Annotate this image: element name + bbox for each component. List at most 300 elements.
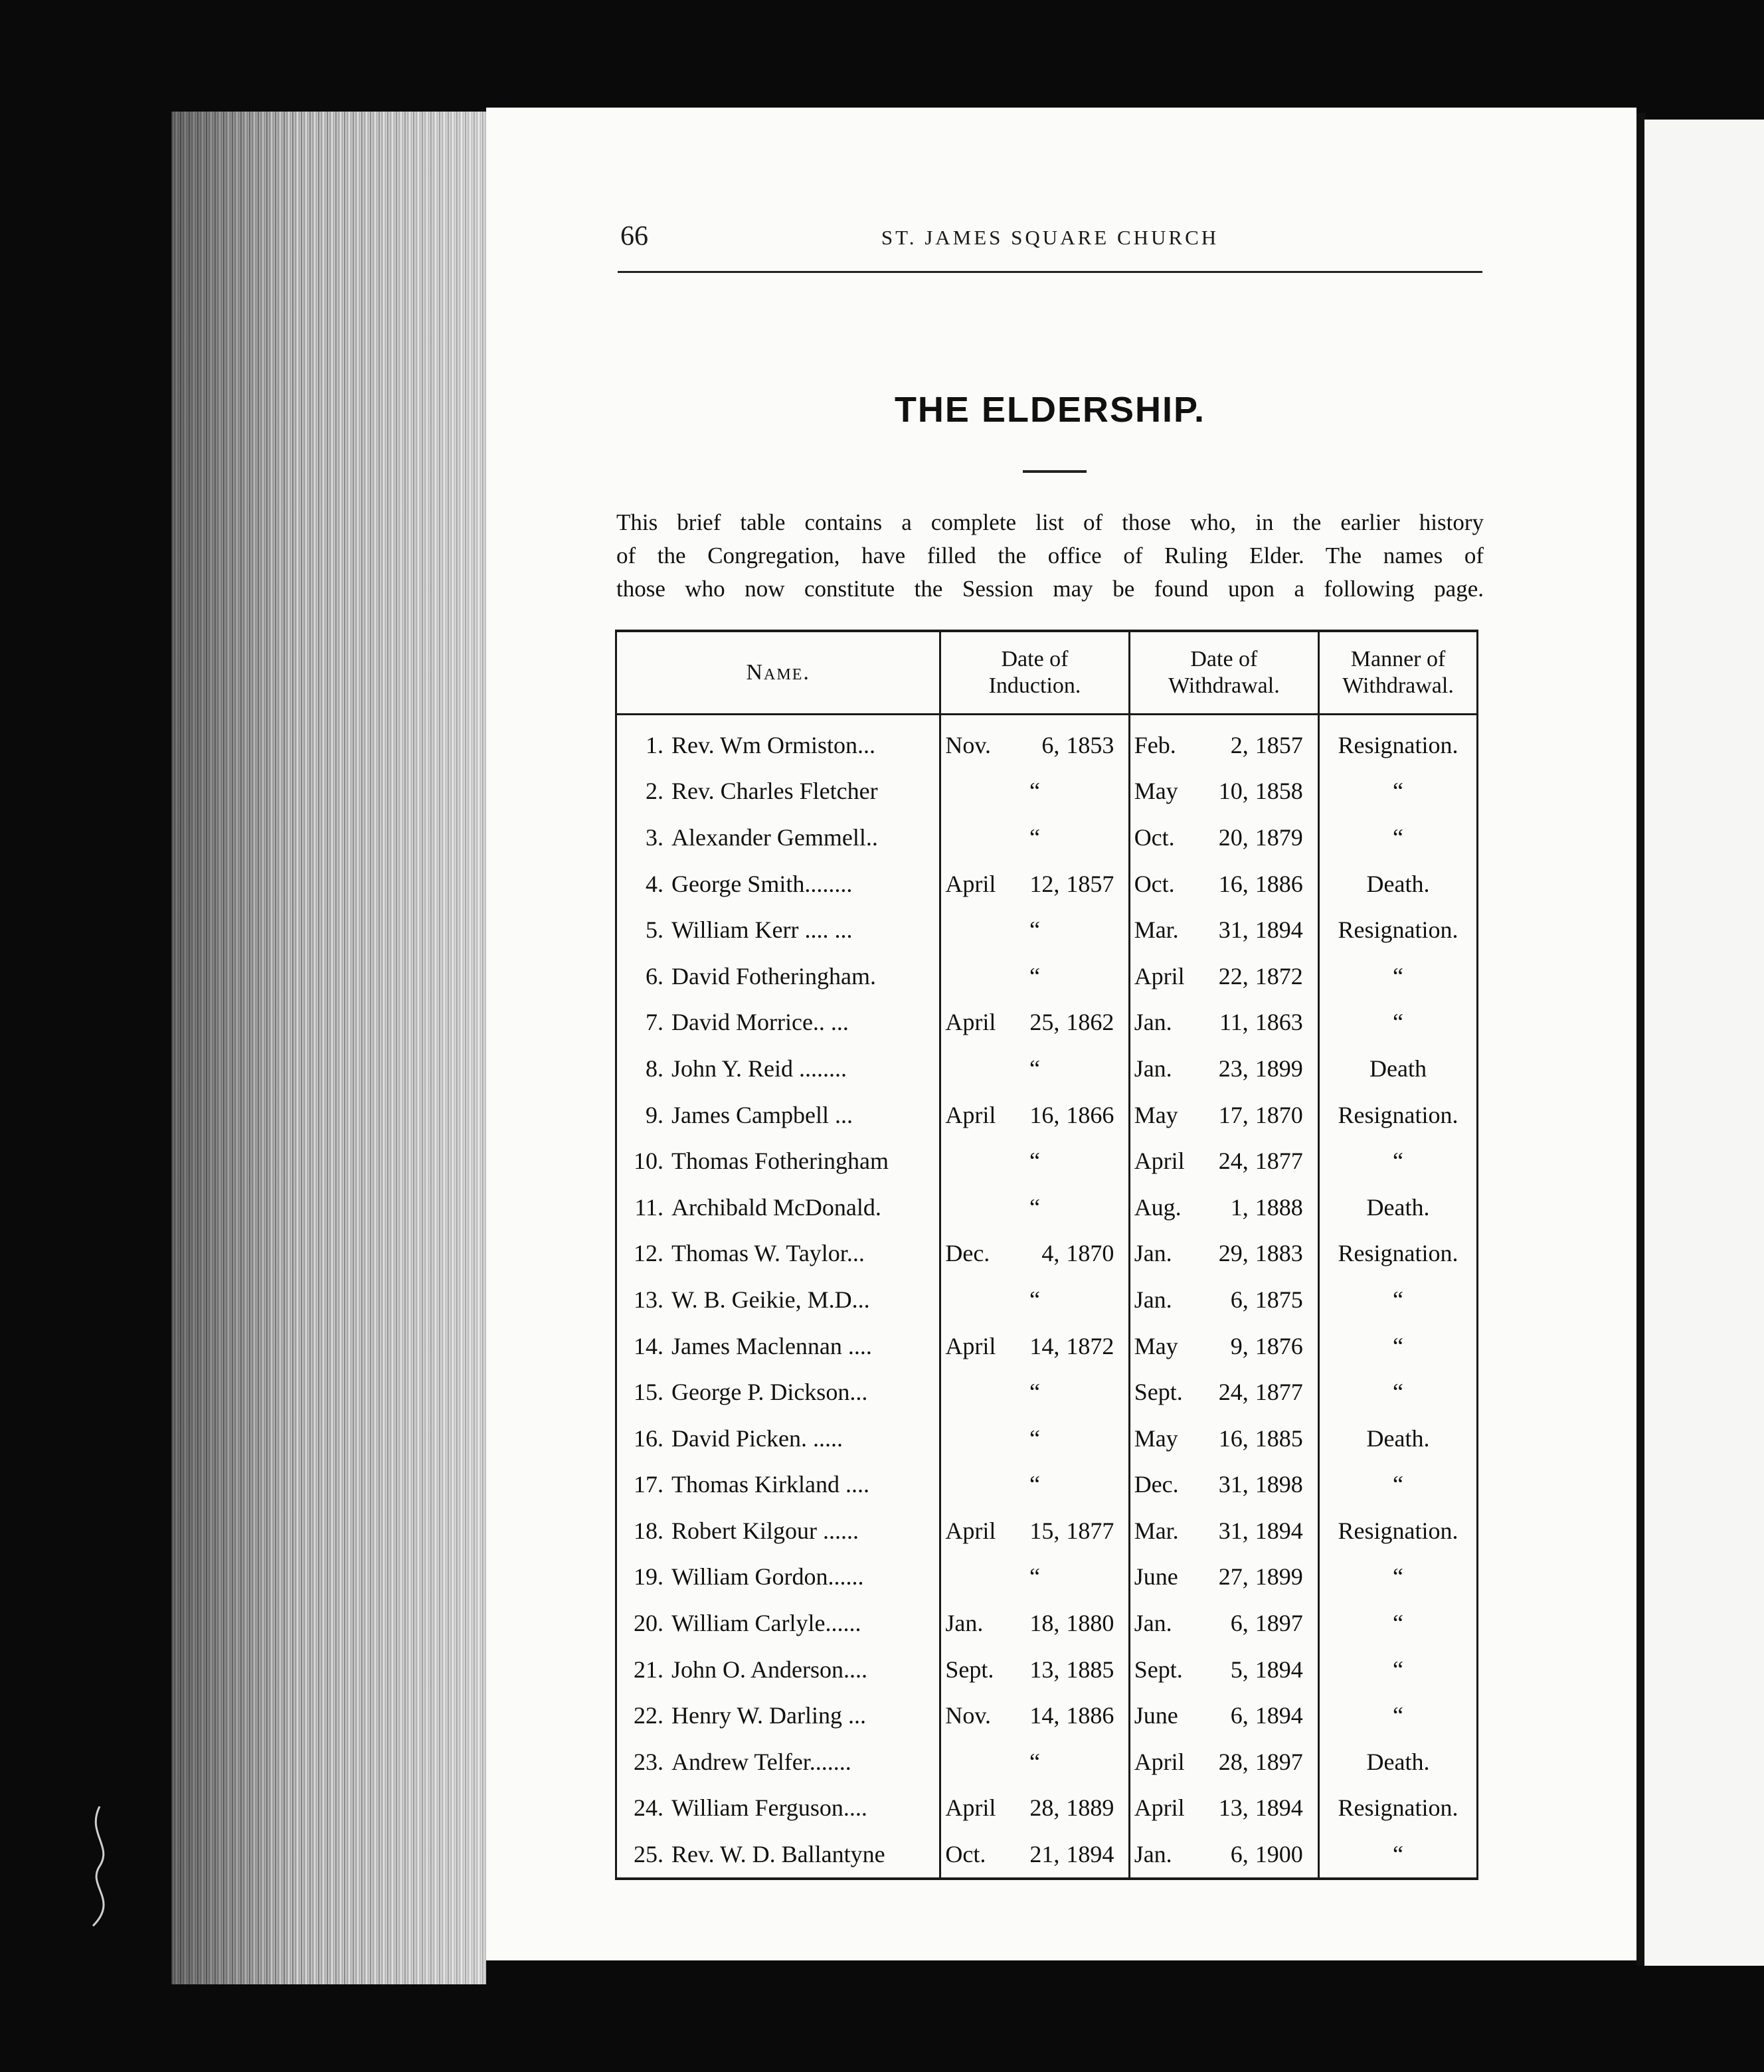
elder-name-cell [616,1045,940,1092]
elder-name-cell [616,1138,940,1184]
table-row [616,814,1478,861]
manner-ditto-cell: “ [1319,1276,1478,1323]
date-year: 1900 [1255,1841,1303,1868]
date-year: 1876 [1255,1332,1303,1359]
manner-cell: Resignation. [1319,1092,1478,1138]
date-month: Jan. [1134,1841,1172,1868]
manner-ditto-cell: “ [1319,1138,1478,1184]
date-month: May [1134,778,1178,805]
date-day: 14, [1029,1702,1060,1729]
induction-date-cell [940,1231,1129,1277]
date-year: 1894 [1255,916,1303,944]
date-year: 1872 [1255,962,1303,990]
row-number: 9. [646,1101,663,1128]
table-row [616,715,1478,768]
manner-ditto-cell: “ [1319,814,1478,861]
intro-paragraph [616,506,1484,606]
elder-name-cell [616,1092,940,1138]
manner-ditto-cell: “ [1319,1646,1478,1693]
date-year: 1877 [1066,1517,1114,1544]
date-day: 6, [1230,1286,1249,1313]
elder-name-cell [616,1323,940,1369]
date-day: 6, [1230,1841,1249,1868]
date-month: May [1134,1424,1178,1452]
withdrawal-date-cell [1129,1739,1318,1785]
date-month: Jan. [1134,1009,1172,1036]
manner-cell: Death. [1319,861,1478,907]
date-month: Nov. [945,1702,992,1729]
date-day: 28, [1218,1748,1249,1775]
date-month: April [945,1009,996,1036]
date-month: Mar. [1134,916,1179,944]
table-row [616,1415,1478,1462]
intro-line: This brief table contains a complete list of those who, in the earlier history [616,509,1484,535]
table-row [616,999,1478,1046]
date-month: Sept. [1134,1379,1183,1406]
elder-name-cell [616,715,940,768]
row-number: 6. [646,962,663,990]
table-body [616,715,1478,1879]
elder-name-cell [616,1785,940,1832]
elder-name-cell [616,768,940,815]
date-month: Jan. [1134,1286,1172,1313]
date-day: 14, [1029,1332,1060,1359]
induction-date-cell [940,1692,1129,1739]
date-month: April [945,1101,996,1128]
elder-name: Archibald McDonald. [671,1193,881,1221]
date-year: 1894 [1066,1841,1114,1868]
date-month: Aug. [1134,1193,1182,1221]
induction-ditto-cell: “ [940,768,1129,815]
withdrawal-date-cell [1129,1554,1318,1600]
row-number: 25. [634,1841,663,1868]
date-month: Jan. [1134,1240,1172,1267]
elder-name: James Maclennan .... [671,1332,872,1359]
date-day: 31, [1218,916,1249,944]
date-day: 16, [1218,1424,1249,1452]
withdrawal-date-cell [1129,715,1318,768]
date-day: 1, [1230,1193,1249,1221]
date-year: 1863 [1255,1009,1303,1036]
induction-date-cell [940,1323,1129,1369]
date-month: Nov. [945,731,992,758]
withdrawal-date-cell [1129,1092,1318,1138]
elder-name: Alexander Gemmell.. [671,823,878,851]
page-number: 66 [620,221,648,252]
manner-cell: Death. [1319,1739,1478,1785]
induction-date-cell [940,1600,1129,1646]
manner-ditto-cell: “ [1319,1831,1478,1879]
date-month: May [1134,1332,1178,1359]
running-title: ST. JAMES SQUARE CHURCH [881,226,1219,249]
row-number: 8. [646,1055,663,1082]
date-month: Dec. [945,1240,990,1267]
date-day: 29, [1218,1240,1249,1267]
elder-name-cell [616,1415,940,1462]
elder-name-cell [616,861,940,907]
withdrawal-date-cell [1129,1415,1318,1462]
date-day: 23, [1218,1055,1249,1082]
elder-name-cell [616,1462,940,1508]
elder-name: Henry W. Darling ... [671,1702,866,1729]
table-row [616,861,1478,907]
date-year: 1875 [1255,1286,1303,1313]
title-rule [1023,470,1087,473]
date-month: April [945,870,996,897]
row-number: 22. [634,1702,663,1729]
row-number: 21. [634,1656,663,1683]
manner-cell: Death. [1319,1415,1478,1462]
elder-name: Thomas W. Taylor... [671,1240,865,1267]
date-day: 12, [1029,870,1060,897]
date-day: 22, [1218,962,1249,990]
date-day: 2, [1230,731,1249,758]
date-year: 1894 [1255,1702,1303,1729]
elder-name-cell [616,1369,940,1415]
date-year: 1870 [1066,1240,1114,1267]
elder-name: William Kerr .... ... [671,916,853,944]
row-number: 12. [634,1240,663,1267]
date-year: 1872 [1066,1332,1114,1359]
date-year: 1885 [1255,1424,1303,1452]
row-number: 20. [634,1610,663,1637]
date-month: Oct. [945,1841,986,1868]
withdrawal-date-cell [1129,1184,1318,1231]
table-row [616,1092,1478,1138]
elder-name: Rev. W. D. Ballantyne [671,1841,885,1868]
row-number: 2. [646,778,663,805]
table-row [616,1554,1478,1600]
header-name: Name. [616,631,940,715]
table-row [616,953,1478,999]
elder-name: William Carlyle...... [671,1610,861,1637]
date-day: 21, [1029,1841,1060,1868]
elder-name-cell [616,1692,940,1739]
row-number: 17. [634,1471,663,1498]
date-year: 1899 [1255,1563,1303,1591]
elder-name: George Smith........ [671,870,853,897]
withdrawal-date-cell [1129,1231,1318,1277]
induction-date-cell [940,1508,1129,1554]
induction-date-cell [940,1092,1129,1138]
manner-ditto-cell: “ [1319,1462,1478,1508]
date-month: May [1134,1101,1178,1128]
withdrawal-date-cell [1129,1323,1318,1369]
withdrawal-date-cell [1129,1785,1318,1832]
induction-ditto-cell: “ [940,1415,1129,1462]
elder-name: Rev. Wm Ormiston... [671,731,875,758]
elder-name-cell [616,953,940,999]
date-day: 25, [1029,1009,1060,1036]
page-title: THE ELDERSHIP. [894,390,1206,430]
table-row [616,768,1478,815]
date-month: June [1134,1563,1178,1591]
date-year: 1853 [1066,731,1114,758]
elder-name: Thomas Fotheringham [671,1148,889,1175]
book-page-edges [171,112,486,1984]
induction-ditto-cell: “ [940,1462,1129,1508]
row-number: 10. [634,1148,663,1175]
row-number: 18. [634,1517,663,1544]
date-day: 20, [1218,823,1249,851]
elder-name: George P. Dickson... [671,1379,868,1406]
table-row [616,1831,1478,1879]
date-day: 10, [1218,778,1249,805]
date-month: Mar. [1134,1517,1179,1544]
date-year: 1894 [1255,1794,1303,1822]
date-day: 6, [1230,1610,1249,1637]
date-year: 1899 [1255,1055,1303,1082]
withdrawal-date-cell [1129,1831,1318,1879]
row-number: 14. [634,1332,663,1359]
elder-name: Thomas Kirkland .... [671,1471,869,1498]
manner-cell: Death [1319,1045,1478,1092]
date-day: 6, [1230,1702,1249,1729]
manner-ditto-cell: “ [1319,1692,1478,1739]
date-month: Sept. [1134,1656,1183,1683]
thread-strand [73,1806,126,1939]
running-header [618,220,1482,260]
date-month: Oct. [1134,823,1175,851]
elder-name: David Morrice.. ... [671,1009,849,1036]
manner-ditto-cell: “ [1319,768,1478,815]
row-number: 1. [646,731,663,758]
manner-cell: Resignation. [1319,1231,1478,1277]
elder-name-cell [616,1508,940,1554]
date-month: April [1134,1148,1185,1175]
date-year: 1877 [1255,1379,1303,1406]
manner-ditto-cell: “ [1319,953,1478,999]
manner-ditto-cell: “ [1319,1369,1478,1415]
elder-name: Andrew Telfer....... [671,1748,851,1775]
induction-date-cell [940,1785,1129,1832]
withdrawal-date-cell [1129,768,1318,815]
date-year: 1883 [1255,1240,1303,1267]
elder-name-cell [616,1554,940,1600]
withdrawal-date-cell [1129,953,1318,999]
elder-name: William Ferguson.... [671,1794,867,1822]
elder-name-cell [616,1184,940,1231]
withdrawal-date-cell [1129,814,1318,861]
date-day: 15, [1029,1517,1060,1544]
row-number: 23. [634,1748,663,1775]
manner-ditto-cell: “ [1319,1323,1478,1369]
induction-ditto-cell: “ [940,953,1129,999]
elder-name-cell [616,906,940,953]
date-year: 1894 [1255,1656,1303,1683]
date-month: Sept. [945,1656,994,1683]
induction-ditto-cell: “ [940,1276,1129,1323]
table-row [616,1785,1478,1832]
table-header-row [616,631,1478,715]
header-manner: Manner of Withdrawal. [1319,631,1478,715]
table-row [616,1692,1478,1739]
induction-ditto-cell: “ [940,1138,1129,1184]
date-year: 1880 [1066,1610,1114,1637]
elder-name: David Fotheringham. [671,962,876,990]
date-day: 27, [1218,1563,1249,1591]
date-year: 1862 [1066,1009,1114,1036]
elder-name-cell [616,1276,940,1323]
manner-cell: Resignation. [1319,1785,1478,1832]
withdrawal-date-cell [1129,1692,1318,1739]
induction-ditto-cell: “ [940,1184,1129,1231]
row-number: 11. [634,1193,663,1221]
date-year: 1858 [1255,778,1303,805]
date-month: April [945,1517,996,1544]
induction-date-cell [940,999,1129,1046]
induction-date-cell [940,715,1129,768]
manner-cell: Resignation. [1319,1508,1478,1554]
induction-date-cell [940,861,1129,907]
row-number: 4. [646,870,663,897]
table-row [616,1276,1478,1323]
row-number: 7. [646,1009,663,1036]
date-year: 1885 [1066,1656,1114,1683]
table-row [616,906,1478,953]
date-year: 1877 [1255,1148,1303,1175]
date-day: 13, [1029,1656,1060,1683]
elder-name-cell [616,1646,940,1693]
date-day: 16, [1029,1101,1060,1128]
induction-ditto-cell: “ [940,906,1129,953]
intro-line: of the Congregation, have filled the office of Ruling Elder. The names of [616,543,1484,568]
elder-name: John O. Anderson.... [671,1656,867,1683]
induction-ditto-cell: “ [940,1045,1129,1092]
withdrawal-date-cell [1129,861,1318,907]
date-day: 24, [1218,1148,1249,1175]
date-month: April [1134,1748,1185,1775]
date-day: 31, [1218,1517,1249,1544]
elder-name: James Campbell ... [671,1101,853,1128]
date-day: 4, [1041,1240,1060,1267]
elder-name: William Gordon...... [671,1563,864,1591]
date-day: 28, [1029,1794,1060,1822]
table-row [616,1369,1478,1415]
manner-ditto-cell: “ [1319,999,1478,1046]
row-number: 3. [646,823,663,851]
date-month: Feb. [1134,731,1176,758]
induction-date-cell [940,1646,1129,1693]
date-month: April [945,1794,996,1822]
date-year: 1897 [1255,1748,1303,1775]
elder-name-cell [616,1231,940,1277]
date-year: 1866 [1066,1101,1114,1128]
intro-line: those who now constitute the Session may be found upon a following page. [616,576,1484,602]
table-row [616,1508,1478,1554]
elder-name: John Y. Reid ........ [671,1055,847,1082]
date-month: April [1134,962,1185,990]
date-year: 1886 [1066,1702,1114,1729]
date-day: 13, [1218,1794,1249,1822]
elder-name-cell [616,999,940,1046]
withdrawal-date-cell [1129,1508,1318,1554]
table-row [616,1646,1478,1693]
elder-name: Rev. Charles Fletcher [671,778,878,805]
manner-cell: Death. [1319,1184,1478,1231]
withdrawal-date-cell [1129,999,1318,1046]
date-year: 1886 [1255,870,1303,897]
date-month: June [1134,1702,1178,1729]
table-row [616,1184,1478,1231]
induction-ditto-cell: “ [940,1739,1129,1785]
table-row [616,1323,1478,1369]
manner-ditto-cell: “ [1319,1600,1478,1646]
table-row [616,1045,1478,1092]
date-day: 18, [1029,1610,1060,1637]
withdrawal-date-cell [1129,1369,1318,1415]
withdrawal-date-cell [1129,1600,1318,1646]
date-year: 1889 [1066,1794,1114,1822]
manner-cell: Resignation. [1319,715,1478,768]
eldership-table [615,630,1478,1880]
elder-name-cell [616,1600,940,1646]
date-month: Dec. [1134,1471,1179,1498]
date-year: 1857 [1255,731,1303,758]
header-induction: Date of Induction. [940,631,1129,715]
manner-ditto-cell: “ [1319,1554,1478,1600]
induction-ditto-cell: “ [940,1369,1129,1415]
date-month: April [1134,1794,1185,1822]
date-month: Jan. [1134,1610,1172,1637]
date-year: 1897 [1255,1610,1303,1637]
elder-name-cell [616,1739,940,1785]
date-year: 1857 [1066,870,1114,897]
row-number: 16. [634,1424,663,1452]
date-day: 11, [1219,1009,1249,1036]
date-day: 24, [1218,1379,1249,1406]
date-day: 5, [1230,1656,1249,1683]
elder-name-cell [616,1831,940,1879]
table-row [616,1739,1478,1785]
withdrawal-date-cell [1129,1138,1318,1184]
manner-cell: Resignation. [1319,906,1478,953]
date-day: 16, [1218,870,1249,897]
date-year: 1898 [1255,1471,1303,1498]
date-day: 6, [1041,731,1060,758]
row-number: 15. [634,1379,663,1406]
table-row [616,1231,1478,1277]
facing-page-edge [1644,120,1764,1966]
withdrawal-date-cell [1129,1045,1318,1092]
date-day: 9, [1230,1332,1249,1359]
induction-ditto-cell: “ [940,814,1129,861]
date-month: Jan. [945,1610,984,1637]
date-month: Oct. [1134,870,1175,897]
induction-ditto-cell: “ [940,1554,1129,1600]
header-withdrawal: Date of Withdrawal. [1129,631,1318,715]
row-number: 13. [634,1286,663,1313]
date-year: 1870 [1255,1101,1303,1128]
date-year: 1894 [1255,1517,1303,1544]
date-year: 1888 [1255,1193,1303,1221]
withdrawal-date-cell [1129,906,1318,953]
withdrawal-date-cell [1129,1462,1318,1508]
elder-name-cell [616,814,940,861]
induction-date-cell [940,1831,1129,1879]
date-day: 17, [1218,1101,1249,1128]
table-row [616,1462,1478,1508]
table-row [616,1138,1478,1184]
row-number: 5. [646,916,663,944]
withdrawal-date-cell [1129,1646,1318,1693]
header-rule [618,271,1482,273]
date-day: 31, [1218,1471,1249,1498]
elder-name: Robert Kilgour ...... [671,1517,859,1544]
row-number: 24. [634,1794,663,1822]
elder-name: W. B. Geikie, M.D... [671,1286,870,1313]
table-row [616,1600,1478,1646]
